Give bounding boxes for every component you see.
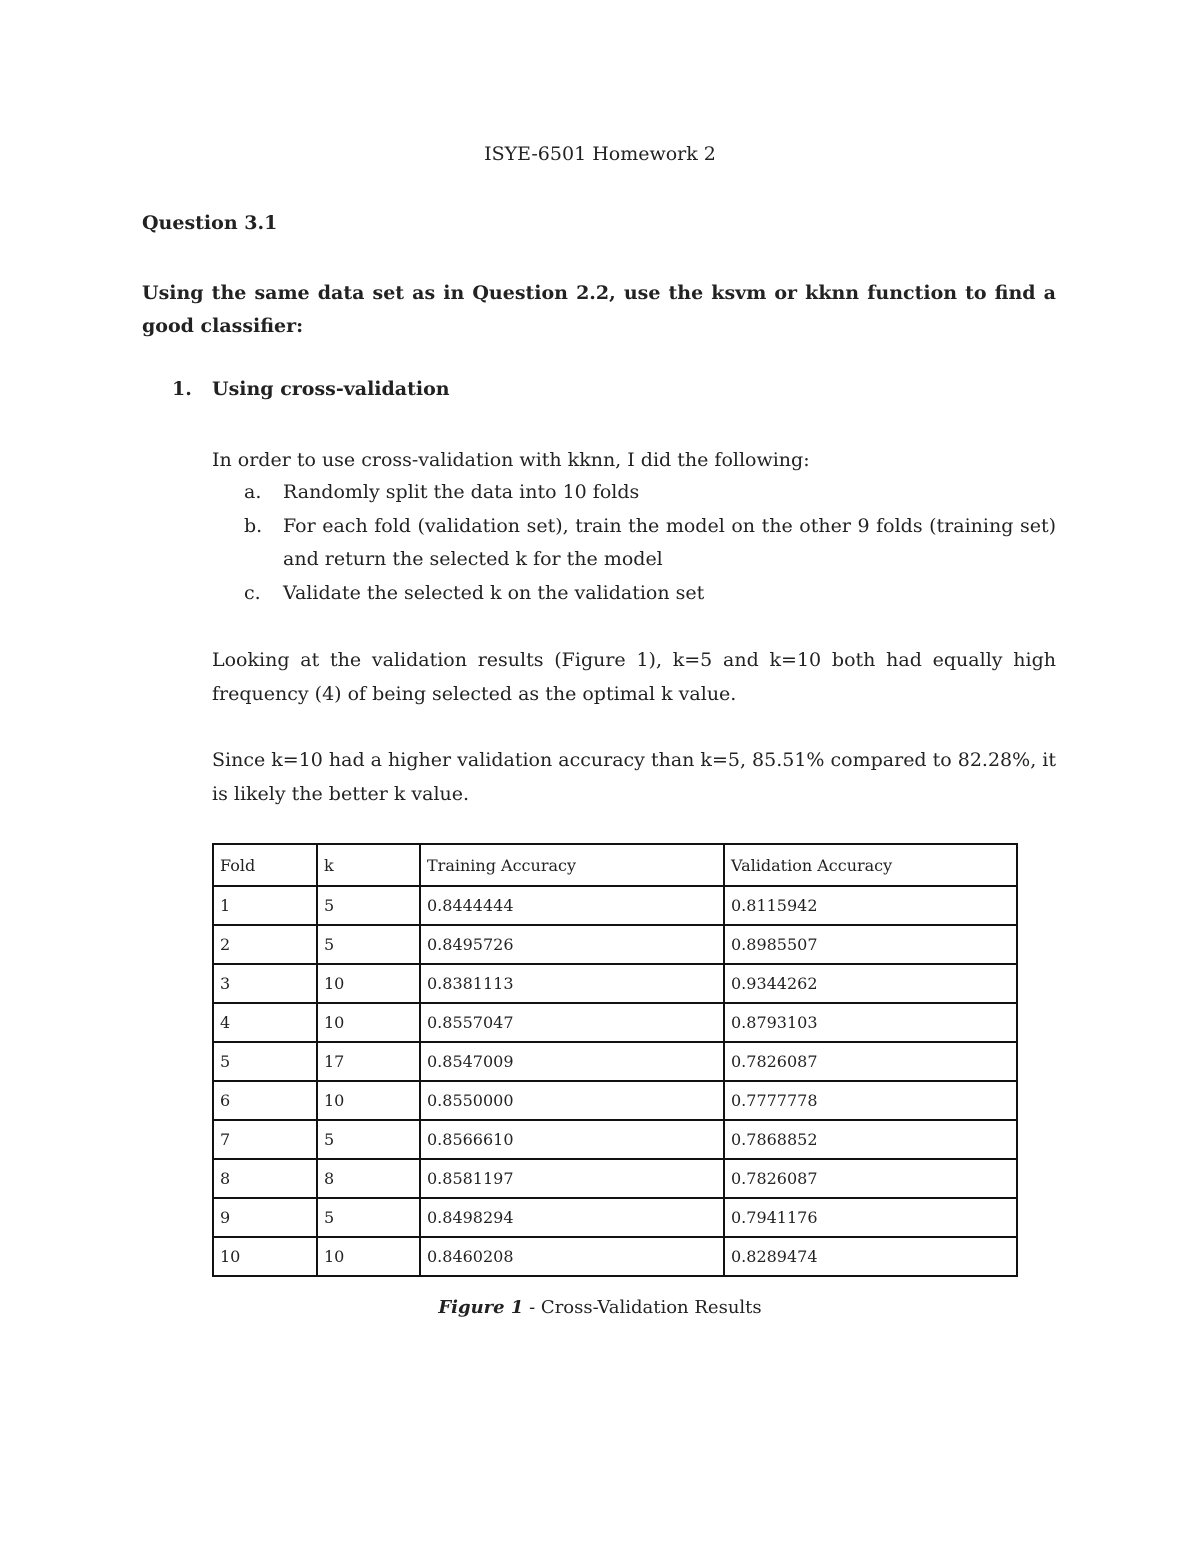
cell-training-accuracy: 0.8557047: [420, 1003, 724, 1042]
cell-fold: 5: [213, 1042, 317, 1081]
list-item: [244, 476, 1056, 510]
results-paragraph: Looking at the validation results (Figure 1), k=5 and k=10 both had equally high frequency (4) of being selected as the optimal k value.: [212, 649, 1056, 705]
question-prompt: Using the same data set as in Question 2.2, use the ksvm or kknn function to find a good classifier:: [142, 282, 1056, 337]
cell-k: 5: [317, 886, 420, 925]
question-heading: Question 3.1: [142, 212, 278, 234]
cell-fold: 6: [213, 1081, 317, 1120]
cross-validation-table: [212, 843, 1018, 1277]
cell-validation-accuracy: 0.7777778: [724, 1081, 1017, 1120]
cell-validation-accuracy: 0.8793103: [724, 1003, 1017, 1042]
cell-k: 10: [317, 1081, 420, 1120]
cell-k: 5: [317, 1198, 420, 1237]
caption-separator: -: [523, 1297, 541, 1318]
cell-validation-accuracy: 0.8115942: [724, 886, 1017, 925]
table-row: [213, 886, 1017, 925]
cell-training-accuracy: 0.8550000: [420, 1081, 724, 1120]
list-item-text: Validate the selected k on the validation set: [283, 581, 705, 604]
cell-fold: 3: [213, 964, 317, 1003]
intro-paragraph: In order to use cross-validation with kknn, I did the following:: [212, 449, 810, 471]
column-header-k: k: [317, 844, 420, 886]
list-marker: b.: [244, 514, 263, 537]
table-row: [213, 1120, 1017, 1159]
cell-validation-accuracy: 0.7941176: [724, 1198, 1017, 1237]
cell-training-accuracy: 0.8444444: [420, 886, 724, 925]
caption-text: Cross-Validation Results: [540, 1297, 762, 1318]
section-number: 1.: [172, 378, 192, 400]
cell-training-accuracy: 0.8495726: [420, 925, 724, 964]
section-heading: [172, 378, 450, 400]
list-item: [244, 510, 1056, 577]
table-row: [213, 964, 1017, 1003]
figure-caption: [0, 1297, 1200, 1318]
cell-fold: 2: [213, 925, 317, 964]
cell-fold: 1: [213, 886, 317, 925]
cell-validation-accuracy: 0.9344262: [724, 964, 1017, 1003]
cell-k: 5: [317, 925, 420, 964]
list-item-text: Randomly split the data into 10 folds: [283, 481, 640, 503]
cell-training-accuracy: 0.8460208: [420, 1237, 724, 1276]
cell-training-accuracy: 0.8381113: [420, 964, 724, 1003]
table-row: [213, 925, 1017, 964]
list-item: [244, 577, 1056, 611]
cell-fold: 4: [213, 1003, 317, 1042]
cell-validation-accuracy: 0.8985507: [724, 925, 1017, 964]
list-marker: c.: [244, 581, 261, 604]
cell-k: 5: [317, 1120, 420, 1159]
cell-k: 17: [317, 1042, 420, 1081]
table-row: [213, 1198, 1017, 1237]
cell-k: 8: [317, 1159, 420, 1198]
conclusion-paragraph: Since k=10 had a higher validation accuracy than k=5, 85.51% compared to 82.28%, it is likely the better k value.: [212, 749, 1056, 805]
cell-fold: 8: [213, 1159, 317, 1198]
table-row: [213, 1042, 1017, 1081]
cell-validation-accuracy: 0.7826087: [724, 1042, 1017, 1081]
cell-validation-accuracy: 0.7868852: [724, 1120, 1017, 1159]
table-row: [213, 1159, 1017, 1198]
table-row: [213, 1237, 1017, 1276]
section-title: Using cross-validation: [212, 378, 450, 400]
cell-training-accuracy: 0.8581197: [420, 1159, 724, 1198]
column-header-training-accuracy: Training Accuracy: [420, 844, 724, 886]
cell-fold: 10: [213, 1237, 317, 1276]
cell-training-accuracy: 0.8498294: [420, 1198, 724, 1237]
cell-training-accuracy: 0.8566610: [420, 1120, 724, 1159]
table-row: [213, 1003, 1017, 1042]
cell-fold: 7: [213, 1120, 317, 1159]
list-marker: a.: [244, 481, 262, 503]
column-header-fold: Fold: [213, 844, 317, 886]
list-item-text: For each fold (validation set), train the model on the other 9 folds (training set) and return the selected k for the model: [283, 514, 1056, 570]
cell-fold: 9: [213, 1198, 317, 1237]
cell-k: 10: [317, 1237, 420, 1276]
cell-training-accuracy: 0.8547009: [420, 1042, 724, 1081]
steps-list: [244, 476, 1056, 610]
cell-validation-accuracy: 0.8289474: [724, 1237, 1017, 1276]
cell-validation-accuracy: 0.7826087: [724, 1159, 1017, 1198]
document-title: ISYE-6501 Homework 2: [484, 143, 716, 165]
table-header-row: [213, 844, 1017, 886]
table-row: [213, 1081, 1017, 1120]
cell-k: 10: [317, 964, 420, 1003]
cell-k: 10: [317, 1003, 420, 1042]
figure-label: Figure 1: [438, 1297, 524, 1318]
column-header-validation-accuracy: Validation Accuracy: [724, 844, 1017, 886]
